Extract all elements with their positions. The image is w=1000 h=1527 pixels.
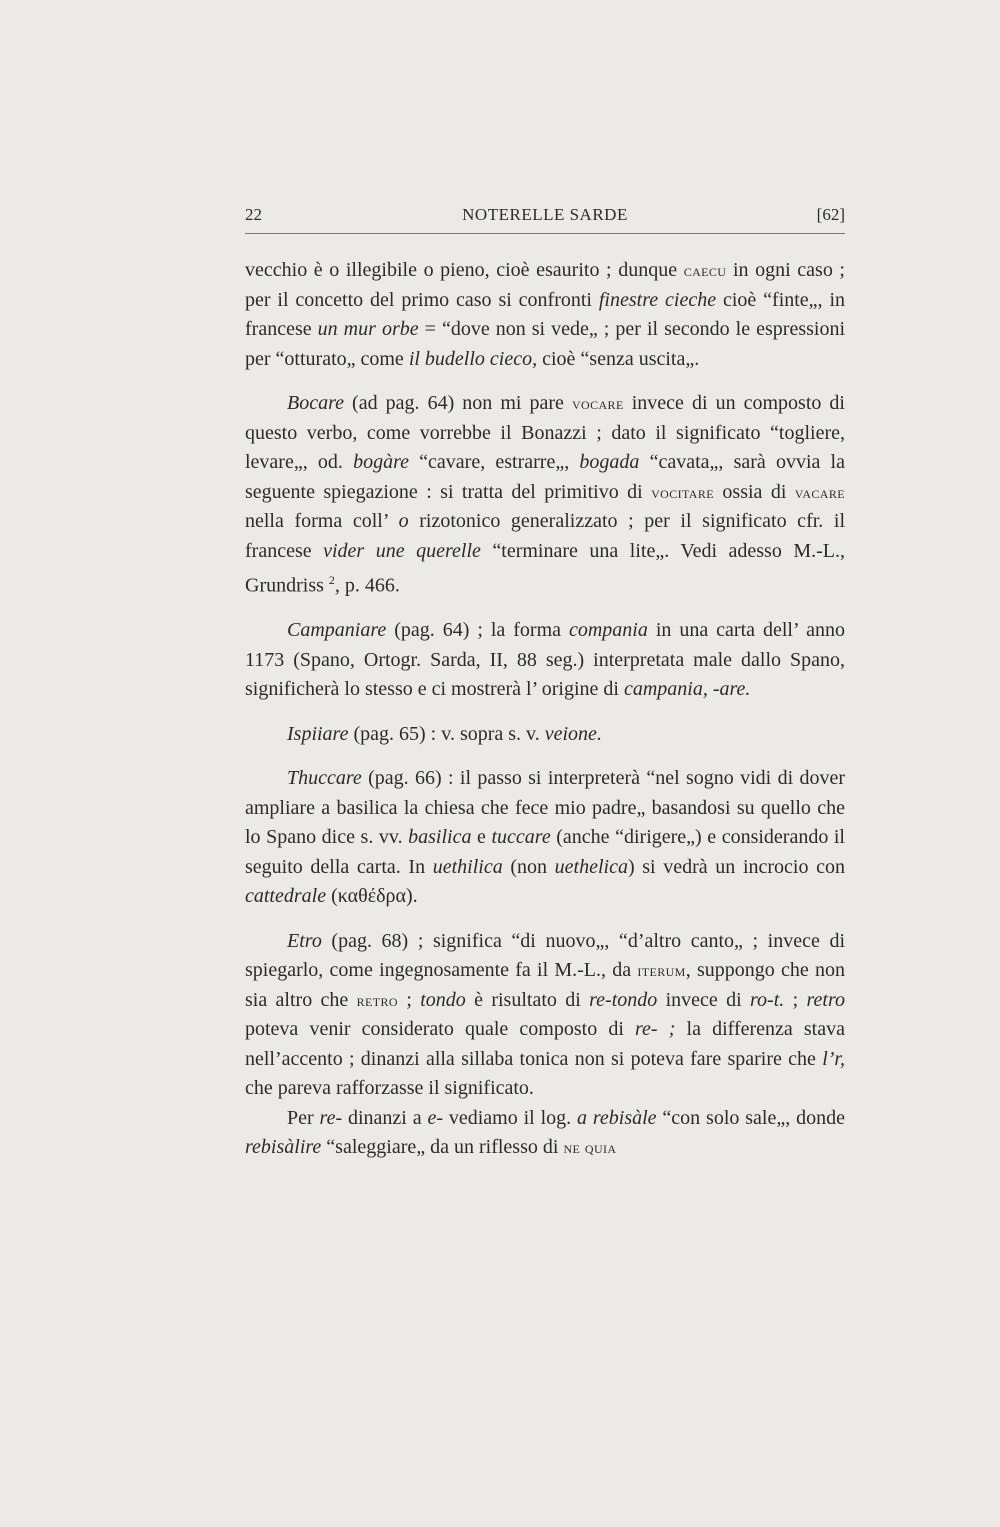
- page-number: 22: [245, 205, 262, 224]
- paragraph-etro: Etro (pag. 68) ; significa “di nuovo„, “d’altro canto„ ; invece di spiegarlo, come ingegnosamente fa il M.-L., da iterum, suppongo che non sia altro che retro ; tondo è risultato di re-tondo invece di ro-t. ; retro poteva venir considerato quale composto di re- ; la differenza stava nell’accento ; dinanzi alla sillaba tonica non si poteva fare sparire che l’r, che pareva rafforzasse il significato.: [245, 929, 846, 1100]
- paragraph-per-re: Per re- dinanzi a e- vediamo il log. a rebisàle “con solo sale„, donde rebisàlire “saleggiare„ da un riflesso di ne quia: [245, 1106, 845, 1159]
- paragraph-bocare: Bocare (ad pag. 64) non mi pare vocare invece di un composto di questo verbo, come vorrebbe il Bonazzi ; dato il significato “togliere, levare„, od. bogàre “cavare, estrarre„, bogada “cavata„, sarà ovvia la seguente spiegazione : si tratta del primitivo di vocitare ossia di vacare nella forma coll’ o rizotonico generalizzato ; per il significato cfr. il francese vider une querelle “terminare una lite„. Vedi adesso M.-L., Grundriss $^2$, p. 466.: [245, 392, 846, 597]
- paragraph-thuccare: Thuccare (pag. 66) : il passo si interpreterà “nel sogno vidi di dover ampliare a basilica la chiesa che fece mio padre„ basandosi su quello che lo Spano dice s. vv. basilica e tuccare (anche “dirigere„) e considerando il seguito della carta. In uethilica (non uethelica) si vedrà un incrocio con cattedrale (καθέδρα).: [245, 767, 845, 908]
- paragraph-campaniare: Campaniare (pag. 64) ; la forma compania in una carta dell’ anno 1173 (Spano, Ortogr. Sarda, II, 88 seg.) interpretata male dallo Spano, significherà lo stesso e ci mostrerà l’ origine di campania, -are.: [245, 619, 845, 701]
- section-number: [62]: [816, 205, 845, 224]
- paragraph-caecu: vecchio è o illegibile o pieno, cioè esaurito ; dunque caecu in ogni caso ; per il concetto del primo caso si confronti finestre cieche cioè “finte„, in francese un mur orbe = “dove non si vede„ ; per il secondo le espressioni per “otturato„ come il budello cieco, cioè “senza uscita„.: [245, 259, 846, 370]
- paragraph-ispiiare: Ispiiare (pag. 65) : v. sopra s. v. veione.: [287, 722, 602, 745]
- running-header: [245, 203, 845, 234]
- body-text: [245, 256, 845, 1163]
- running-title: NOTERELLE SARDE: [462, 205, 628, 224]
